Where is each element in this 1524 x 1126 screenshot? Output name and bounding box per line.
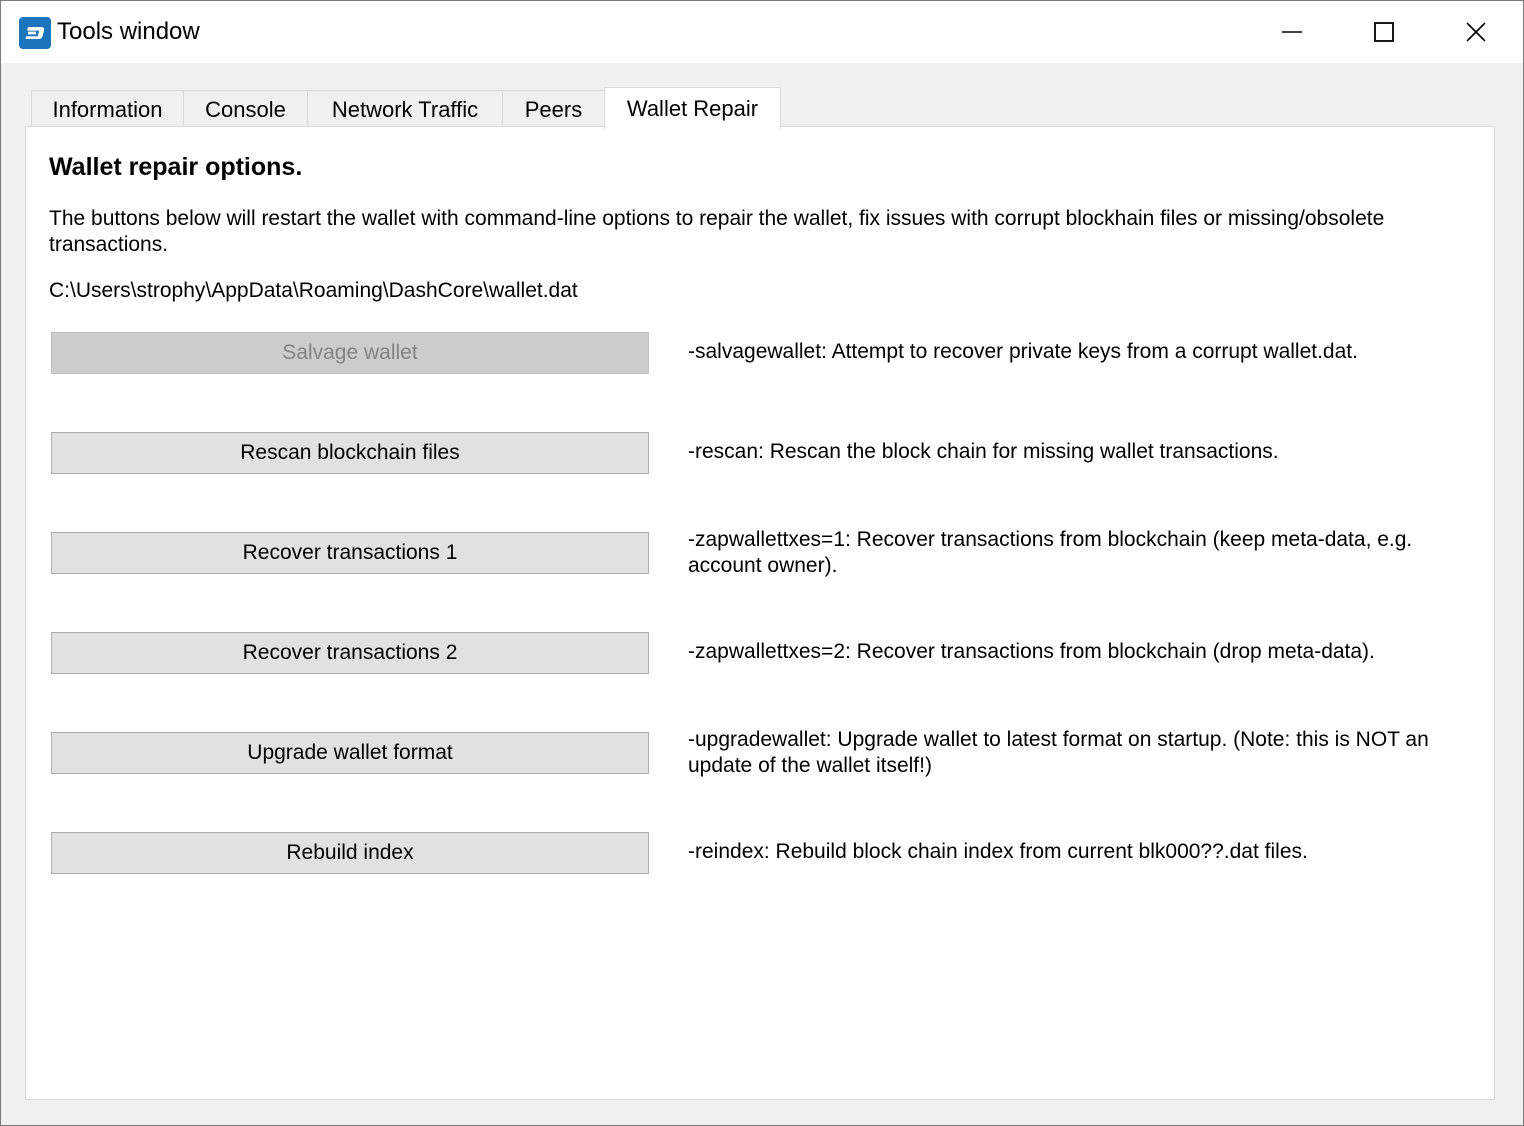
salvage-wallet-description: -salvagewallet: Attempt to recover private keys from a corrupt wallet.dat. (688, 340, 1358, 363)
tab-network-traffic[interactable]: Network Traffic (307, 90, 503, 128)
upgrade-wallet-button[interactable]: Upgrade wallet format (51, 732, 649, 774)
minimize-icon (1281, 21, 1303, 43)
close-icon (1465, 21, 1487, 43)
wallet-path: C:\Users\strophy\AppData\Roaming\DashCore\wallet.dat (49, 279, 578, 302)
recover-transactions-2-button[interactable]: Recover transactions 2 (51, 632, 649, 674)
rebuild-index-button[interactable]: Rebuild index (51, 832, 649, 874)
minimize-button[interactable] (1246, 1, 1338, 63)
title-bar[interactable] (1, 1, 1523, 63)
zapwallettxes-2-description: -zapwallettxes=2: Recover transactions from blockchain (drop meta-data). (688, 640, 1375, 663)
tab-console[interactable]: Console (183, 90, 308, 128)
maximize-icon (1373, 21, 1395, 43)
tab-wallet-repair[interactable]: Wallet Repair (604, 87, 781, 129)
page-title: Wallet repair options. (49, 153, 303, 181)
zapwallettxes-1-description: -zapwallettxes=1: Recover transactions from blockchain (keep meta-data, e.g. account owner). (688, 528, 1413, 577)
tab-peers[interactable]: Peers (502, 90, 605, 128)
salvage-wallet-button[interactable]: Salvage wallet (51, 332, 649, 374)
upgradewallet-description: -upgradewallet: Upgrade wallet to latest format on startup. (Note: this is NOT an update of the wallet itself!) (688, 728, 1429, 777)
tab-information[interactable]: Information (31, 90, 184, 128)
repair-description: The buttons below will restart the wallet with command-line options to repair the wallet, fix issues with corrupt blockhain files or missing/obsolete transactions. (49, 207, 1385, 256)
close-button[interactable] (1430, 1, 1522, 63)
wallet-repair-panel (25, 126, 1495, 1100)
dash-logo-icon (19, 17, 51, 49)
reindex-description: -reindex: Rebuild block chain index from current blk000??.dat files. (688, 840, 1308, 863)
recover-transactions-1-button[interactable]: Recover transactions 1 (51, 532, 649, 574)
rescan-description: -rescan: Rescan the block chain for missing wallet transactions. (688, 440, 1279, 463)
rescan-blockchain-button[interactable]: Rescan blockchain files (51, 432, 649, 474)
maximize-button[interactable] (1338, 1, 1430, 63)
window-title: Tools window (57, 18, 200, 45)
